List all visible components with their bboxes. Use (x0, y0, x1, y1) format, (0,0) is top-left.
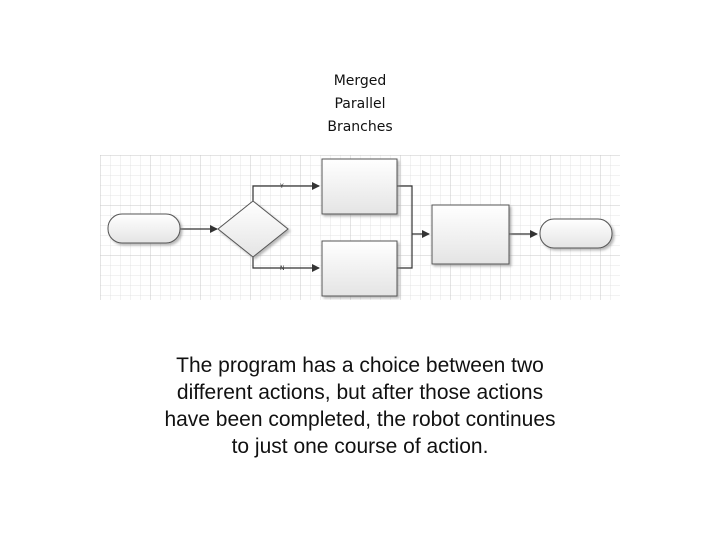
action-box-bottom (322, 241, 397, 296)
title-line: Parallel (334, 96, 386, 112)
caption-line: to just one course of action. (231, 435, 489, 458)
slide-title (260, 70, 460, 139)
no-branch-label: N (280, 265, 285, 272)
end-terminator (540, 219, 612, 248)
start-terminator (108, 214, 180, 243)
flowchart-diagram (100, 155, 620, 300)
action-box-top (322, 159, 397, 214)
caption-line: have been completed, the robot continues (164, 408, 556, 431)
caption-line: different actions, but after those actions (176, 381, 544, 404)
yes-branch-label: Y (280, 183, 284, 190)
caption-line: The program has a choice between two (176, 354, 544, 377)
title-line: Branches (327, 119, 393, 135)
title-line: Merged (333, 73, 387, 89)
merged-action-box (432, 205, 509, 264)
slide-caption (110, 352, 610, 460)
